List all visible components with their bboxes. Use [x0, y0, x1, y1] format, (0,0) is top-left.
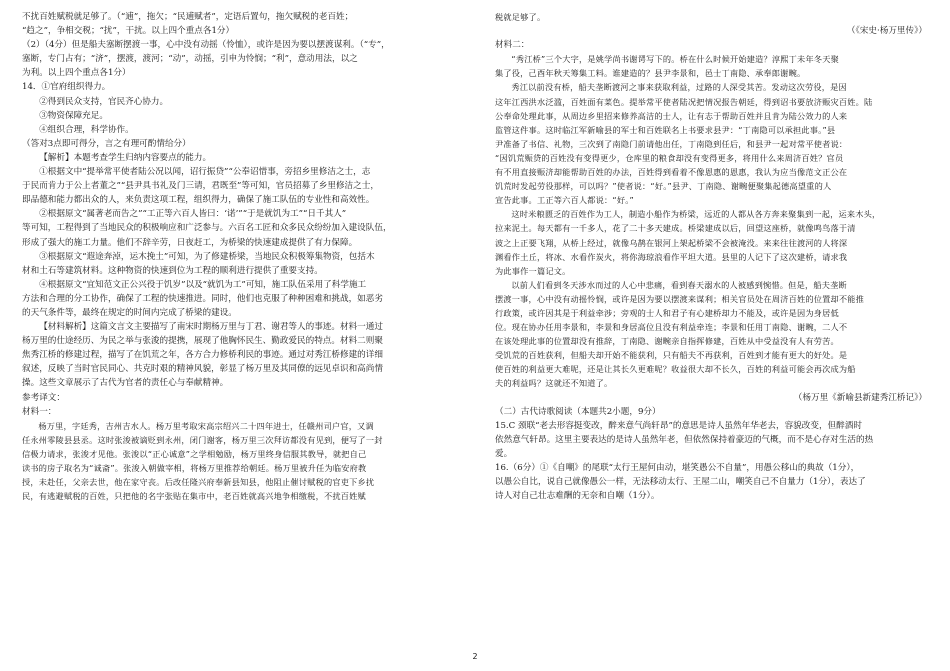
- left-column-line: 杨万里，字廷秀，吉州吉水人。杨万里考取宋高宗绍兴二十四年进士，任赣州司户官，又调: [38, 420, 374, 431]
- right-column-line: 位。现在协办任用李景和，李景和身居高位且没有利益牵连；李景和任用丁南隐、谢畹，二人不: [495, 322, 848, 333]
- right-column-line: “因饥荒赈贷的百姓没有变得更少，仓库里的粮食却没有变得更多，将用什么来周济百姓？官员: [495, 152, 844, 163]
- left-column-line: ④根据原文“宜知范文正公兴役于饥岁”以及“就饥为工”可知，施工队伍采用了科学施工: [39, 279, 367, 290]
- right-column-line: 依然意气轩昂。这里主要表达的是诗人虽然年老，但依然保持着豪迈的气概，而不是心存对生活的热: [495, 434, 874, 445]
- left-column-line: 【解析】本题考查学生归纳内容要点的能力。: [39, 152, 212, 163]
- left-column-line: 参考译文：: [22, 392, 65, 403]
- left-column-line: 任永州零陵县县丞。这时张浚被谪贬到永州，闭门谢客，杨万里三次拜访都没有见到，便写了一封: [22, 434, 383, 445]
- left-column-line: 授，未赴任，父亲去世，他在家守丧。后改任隆兴府奉新县知县，他阻止催讨赋税的官吏下乡扰: [22, 477, 375, 488]
- left-column-line: 叙述，反映了当时官民同心、共克时艰的精神风貌，彰显了杨万里及其同僚的远见卓识和高尚情: [22, 364, 383, 375]
- left-column-line: 读书的房子取名为“诚斋”。张浚入朝做宰相，将杨万里推荐给朝廷。杨万里被升任为临安府教: [22, 463, 367, 473]
- right-column-line: 在该处理此事的位置却没有推辞，丁南隐、谢畹亲自指挥修建，百姓从中受益没有人有劳苦。: [495, 336, 839, 347]
- right-column-line: （杨万里《新喻县新建秀江桥记》）: [793, 392, 927, 403]
- right-column-line: 税就足够了。: [495, 12, 546, 22]
- left-column-line: 操。这些文章展示了古代为官者的责任心与奉献精神。: [22, 378, 229, 389]
- right-column-line: 饥荒时发起劳役那样，可以吗？”使者说：“好。”县尹、丁南隐、谢畹便聚集起德高望重的人: [495, 181, 832, 192]
- right-column-line: （二）古代诗歌阅读（本题共2小题，9分）: [495, 406, 661, 417]
- left-column-line: ②根据原文“属著老而告之”“工正等六百人皆曰：‘诺’”“于是就饥为工”“日千其人”: [39, 209, 347, 220]
- left-column-line: 焦秀江桥的修建过程，描写了在饥荒之年，各方合力修桥利民的事迹。通过对秀江桥修建的详细: [22, 350, 383, 361]
- left-column-line: 为利。以上四个重点各1分）: [22, 68, 131, 79]
- right-column-line: 渊看作土丘，将冰、水看作炭火，将你海琼浪看作平坦大道。县里的人记下了这次建桥，请求我: [495, 251, 848, 262]
- right-column-line: 秀江以前没有桥，船夫垄断渡河之事来获取利益，过路的人深受其苦。发动这次劳役，是因: [511, 82, 847, 93]
- right-column-line: 这年江西洪水泛滥，百姓面有菜色。提举常平使者陆况把情况报告朝廷，得到诏书要放济赈灾百姓。陆: [495, 96, 873, 107]
- left-column-line: 的天气条件等，最终在规定的时间内完成了桥梁的建设。: [22, 307, 237, 318]
- right-column-line: 这时米粮匮乏的百姓作为工人，制造小船作为桥梁，远近的人都从各方奔来聚集到一起，运来木头，: [511, 209, 881, 220]
- left-column-line: “趋之”，争相交税；“扰”，干扰。以上四个重点各1分）: [22, 26, 235, 37]
- right-column-line: 公奉命处理此事，从周边乡里招来修养高洁的士人，让有志于帮助百姓并且肯为陆公效力的人来: [495, 110, 848, 121]
- left-column-line: ①根据文中“提举常平使者陆公况以闻，诏行振贷”“公奉诏惜事，旁招乡里修洁之士，志: [39, 167, 371, 178]
- left-column-line: ②得到民众支持，官民齐心协力。: [39, 96, 169, 107]
- right-column-line: 15.C 颈联“老去形容挺变改，醉来意气尚轩昂”的意思是诗人虽然年华老去，容貌改变，但醉酒时: [495, 420, 862, 431]
- right-column-line: （《宋史·杨万里传》）: [846, 26, 927, 37]
- right-column-line: 16.（6分）①《自嘲》的尾联“太行王屋何由动，堪笑愚公不自量”，用愚公移山的典故（1分），: [495, 463, 860, 473]
- right-column-line: 以前人们看到冬天涉水而过的人心中悲痛，看到春天溺水的人被感到惋惜。但是，船夫垄断: [511, 279, 847, 290]
- right-column-line: 集了役，己酉年秋天筹集工料。谁建造的？县尹李景和，邑士丁南隐、承奉郎谢畹。: [495, 68, 806, 79]
- left-column-line: ④组织合理，科学协作。: [39, 124, 134, 135]
- left-column-line: 于民而肯力于公上者董之”“县尹具书礼及门三请，君既至”等可知，官员招募了乡里修洁之士，: [22, 181, 379, 192]
- left-column-line: 等可知，工程得到了当地民众的积极响应和广泛参与。六百名工匠和众多民众纷纷加入建设队伍，: [22, 223, 392, 234]
- right-column-line: 受饥荒的百姓获利，但船夫却开始不能获利，只有船夫不再获利，百姓到才能有更大的好处。是: [495, 350, 848, 361]
- right-column-line: 诗人对自己壮志难酬的无奈和自嘲（1分）。: [495, 491, 660, 502]
- left-column-line: （答对3点即可得分，言之有理可酌情给分）: [22, 138, 191, 149]
- right-column-line: 波之上正要飞翔，从桥上经过，就像乌鹊在银河上架起桥梁不会被淹没。来来往往渡河的人将深: [495, 237, 848, 248]
- left-column-line: 材和土石等建筑材料。这种物资的快速到位为工程的顺利进行提供了重要支持。: [22, 265, 323, 276]
- left-column-line: 塞断，专门占有；“济”，摆渡，渡河；“动”，动摇，引申为怜悯；“利”，意动用法，以之: [22, 54, 358, 65]
- left-column-line: ③根据原文“遐途奔淖，运木挽土”可知，为了修建桥梁，当地民众积极筹集物资，包括木: [39, 251, 375, 262]
- left-column-line: ③物资保障充足。: [39, 110, 108, 121]
- left-column-line: （2）（4分）但是船夫塞断摆渡一事，心中没有动摇（怜恤），或许是因为要以摆渡谋利。（“专”，: [22, 40, 390, 51]
- left-column-line: 形成了强大的施工力量。他们不辞辛劳，日夜赶工，为桥梁的快速建成提供了有力保障。: [22, 237, 358, 248]
- right-column-line: 摆渡一事，心中没有动摇怜悯，或许是因为要以摆渡来谋利；相关官员处在周济百姓的位置却不能推: [495, 293, 865, 304]
- right-column-line: 行政策，或许因其是于利益牵涉；旁观的士人和君子有心建桥却力不能及，或许是因为身居低: [495, 307, 839, 318]
- left-column-line: 14．①官府组织得力。: [22, 82, 111, 93]
- left-column-line: 不扰百姓赋税就足够了。（“逋”，拖欠；“民逋赋者”，定语后置句，拖欠赋税的老百姓；: [22, 12, 354, 22]
- page-number: 2: [472, 652, 478, 661]
- right-column-line: 拉来泥土。每天都有一千多人，花了二十多天建成。桥梁建成以后，回望这座桥，就像鸣鸟落于清: [495, 223, 856, 234]
- left-column: [22, 10, 458, 503]
- left-column-line: 材料一：: [22, 406, 57, 417]
- right-column-line: 夫的利益吗？这就还不知道了。: [495, 378, 613, 389]
- left-column-line: 信极力请求，张浚才见他。张浚以“正心诚意”之学相勉励，杨万里终身信服其教导，就把自己: [22, 448, 367, 459]
- right-column-line: 材料二：: [495, 40, 530, 51]
- right-column-line: “秀江桥”三个大字，是姚学尚书谢谔写下的。桥在什么时候开始建造？淳熙丁未年冬天聚: [511, 54, 839, 65]
- right-column-line: 尹准备了书信、礼物，三次到了南隐门前请他出任，丁南隐到任后，和县尹一起对常平使者说：: [495, 138, 848, 149]
- right-column-line: 监管这件事。这时临江军新喻县的军士和百姓联名上书要求县尹：“丁南隐可以承担此事。”县: [495, 124, 836, 135]
- left-column-line: 【材料解析】这篇文言文主要描写了南宋时期杨万里与丁君、谢君等人的事迹。材料一通过: [39, 322, 383, 333]
- right-column-line: 使百姓的利益更大难呢，还是让其长久更难呢？收益很大却不长久，百姓的利益可能会再次成为船: [495, 364, 856, 375]
- left-column-line: 杨万里的仕途经历、为民之举与张浚的提携，展现了他胸怀民生、勤政爱民的特点。材料二则聚: [22, 336, 383, 347]
- left-column-line: 民，有逃避赋税的百姓，只把他的名字张贴在集市中，老百姓就高兴地争相缴税，不扰百姓赋: [22, 491, 366, 502]
- right-column-line: 为此事作一篇记文。: [495, 265, 571, 276]
- right-column-line: 以愚公自比，说自己就像愚公一样，无法移动太行、王屋二山，嘲笑自己不自量力（1分），表达了: [495, 477, 866, 488]
- right-column-line: 爱。: [495, 448, 513, 459]
- right-column-line: 有不用直接赈济却能帮助百姓的办法，百姓得到看着不像恩惠的恩惠，我认为应当像范文正公在: [495, 167, 848, 178]
- right-column-line: 宣告此事。工正等六百人都说：“好。”: [495, 195, 634, 206]
- right-column: [495, 10, 927, 503]
- left-column-line: 即品德和能力都出众的人，来负责这项工程，组织得力，确保了施工队伍的专业性和高效性。: [22, 195, 375, 206]
- left-column-line: 方法和合理的分工协作，确保了工程的快速推进。同时，他们也克服了种种困难和挑战，如恶劣: [22, 293, 383, 304]
